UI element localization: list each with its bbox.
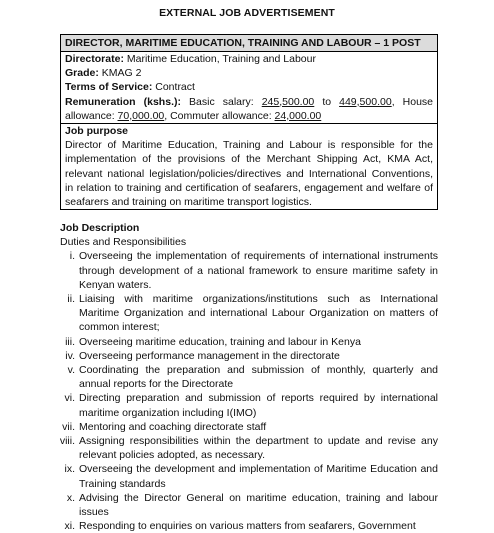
duty-item (60, 292, 438, 335)
duty-item (60, 349, 438, 363)
remuneration-label: Remuneration (kshs.): (65, 95, 181, 108)
duty-item (60, 249, 438, 292)
commuter-allowance-prefix: , Commuter allowance: (164, 109, 275, 122)
duty-number: iv. (65, 349, 75, 362)
terms-value: Contract (152, 81, 195, 94)
job-purpose-section (61, 123, 437, 209)
duty-text: Overseeing performance management in the directorate (79, 349, 340, 362)
terms-row (61, 80, 437, 94)
job-description-heading: Job Description (60, 222, 140, 234)
remuneration-row (61, 95, 437, 123)
house-allowance-value: 70,000.00 (117, 109, 165, 122)
duty-text: Responding to enquiries on various matters from seafarers, Government (79, 520, 416, 533)
commuter-allowance-value: 24,000.00 (274, 109, 322, 122)
duty-number: x. (66, 491, 75, 504)
duty-item (60, 363, 438, 391)
job-purpose-label: Job purpose (65, 125, 129, 138)
duty-number: v. (67, 364, 75, 377)
duty-text: Assigning responsibilities within the department to update and revise any relevant policies adopted, as necessary. (79, 435, 438, 462)
duty-item (60, 462, 438, 490)
duty-item (60, 335, 438, 349)
duty-text: Directing preparation and submission of reports required by international maritime organization including I(IMO) (79, 392, 438, 419)
duty-number: i. (69, 250, 75, 263)
grade-row (61, 66, 437, 80)
basic-salary-to: to (314, 95, 340, 108)
grade-value: KMAG 2 (98, 67, 142, 80)
directorate-label: Directorate: (65, 53, 124, 65)
terms-label: Terms of Service: (65, 81, 153, 94)
directorate-value: Maritime Education, Training and Labour (123, 53, 316, 65)
house-allowance-prefix: , House allowance: (65, 95, 433, 122)
duty-text: Overseeing maritime education, training and labour in Kenya (79, 335, 361, 348)
post-title: DIRECTOR, MARITIME EDUCATION, TRAINING AND LABOUR – 1 POST (61, 35, 437, 52)
duty-item (60, 519, 438, 533)
basic-salary-min: 245,500.00 (261, 95, 315, 108)
job-description-section (60, 221, 438, 533)
grade-label: Grade: (65, 67, 99, 80)
page-title: EXTERNAL JOB ADVERTISEMENT (159, 7, 335, 19)
duty-number: vii. (62, 420, 75, 433)
duties-list (60, 249, 438, 533)
basic-salary-max: 449,500.00 (339, 95, 392, 108)
duty-item (60, 491, 438, 519)
duty-text: Overseeing the development and implementation of Maritime Education and Training standards (79, 463, 438, 490)
duty-text: Advising the Director General on maritime education, training and labour issues (79, 491, 438, 519)
duty-item (60, 391, 438, 419)
duty-item (60, 434, 438, 462)
duty-text: Liaising with maritime organizations/institutions such as International Maritime Organization and international Labour Organization on matters of common interest; (79, 293, 438, 334)
basic-salary-prefix: Basic salary: (180, 95, 262, 108)
post-summary-box (60, 34, 438, 210)
duty-item (60, 420, 438, 434)
duties-subheading: Duties and Responsibilities (60, 236, 187, 249)
duty-number: viii. (59, 435, 75, 448)
duty-number: xi. (64, 520, 75, 533)
duty-number: ii. (67, 293, 75, 306)
duty-number: iii. (65, 335, 75, 348)
duty-text: Coordinating the preparation and submission of monthly, quarterly and annual reports for the Directorate (79, 364, 438, 391)
duty-text: Overseeing the implementation of requirements of international instruments through development of a national framework to ensure maritime safety in Kenyan waters. (79, 250, 438, 291)
duty-number: vi. (64, 392, 75, 405)
duty-number: ix. (64, 463, 75, 476)
directorate-row (61, 52, 437, 66)
job-purpose-text: Director of Maritime Education, Training and Labour is responsible for the implementation of the provisions of the Merchant Shipping Act, KMA Act, relevant national legislation/policies/directives and International Conventions, in relation to training and certification of seafarers, engagement and welfare of seafarers and training on maritime transport logistics. (65, 139, 433, 209)
duty-text: Mentoring and coaching directorate staff (79, 420, 267, 433)
